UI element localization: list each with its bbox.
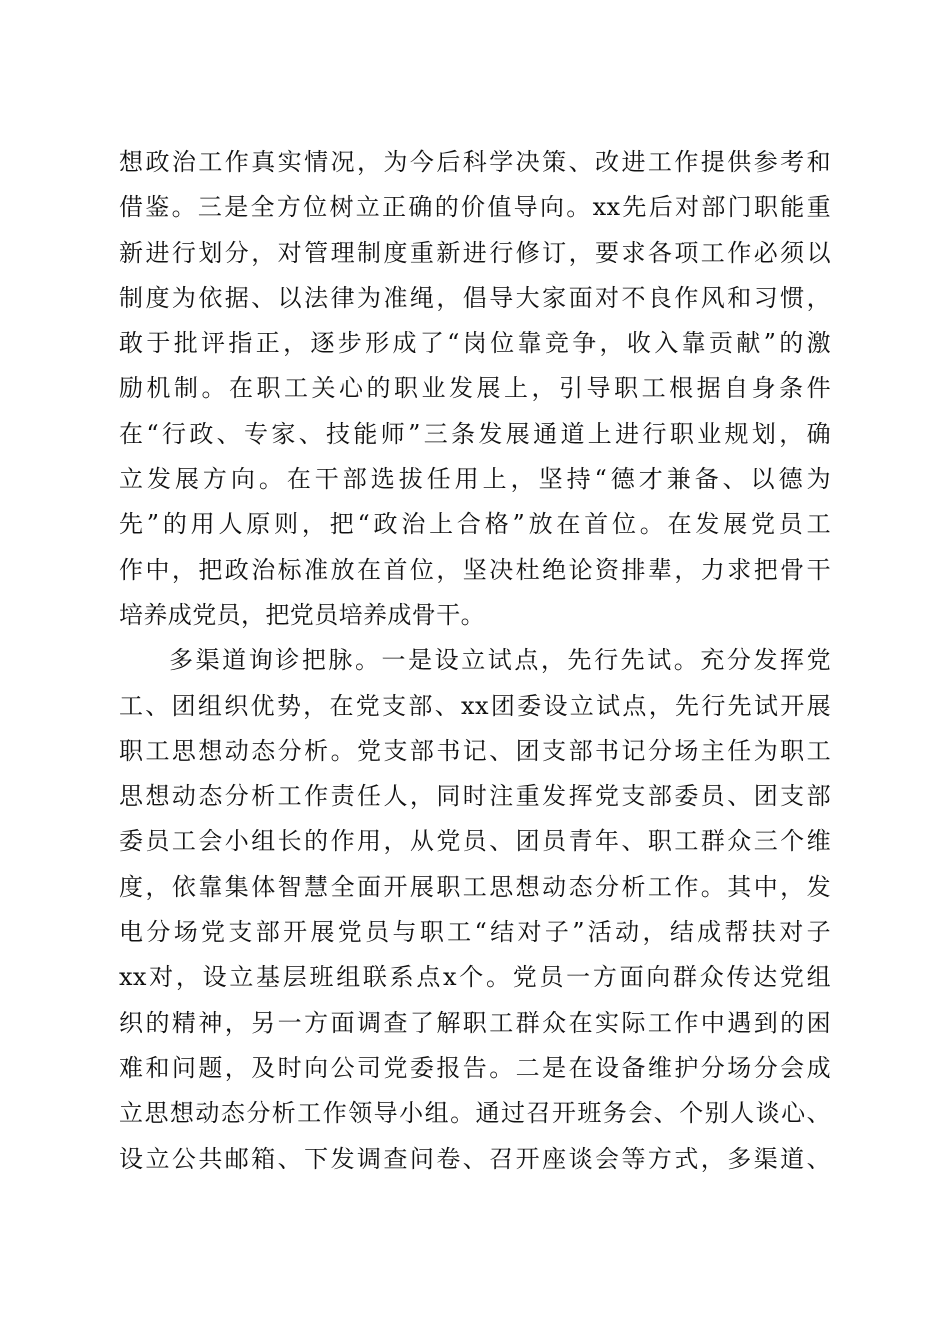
text-line: 电分场党支部开展党员与职工“结对子”活动，结成帮扶对子 bbox=[119, 918, 831, 947]
text-line: 在“行政、专家、技能师”三条发展通道上进行职业规划，确 bbox=[119, 419, 831, 448]
text-line: 敢于批评指正，逐步形成了“岗位靠竞争，收入靠贡献”的激 bbox=[119, 329, 831, 358]
text-line: 新进行划分，对管理制度重新进行修订，要求各项工作必须以 bbox=[119, 238, 831, 267]
text-line: 工、团组织优势，在党支部、xx团委设立试点，先行先试开展 bbox=[119, 691, 831, 720]
body-text bbox=[119, 140, 831, 1182]
text-line: 立思想动态分析工作领导小组。通过召开班务会、个别人谈心、 bbox=[119, 1099, 831, 1128]
text-line: 先”的用人原则，把“政治上合格”放在首位。在发展党员工 bbox=[119, 510, 831, 539]
text-line: 培养成党员，把党员培养成骨干。 bbox=[119, 600, 485, 629]
text-line: 借鉴。三是全方位树立正确的价值导向。xx先后对部门职能重 bbox=[119, 193, 831, 222]
text-line: 设立公共邮箱、下发调查问卷、召开座谈会等方式，多渠道、 bbox=[119, 1144, 831, 1173]
text-line: 度，依靠集体智慧全面开展职工思想动态分析工作。其中，发 bbox=[119, 872, 831, 901]
text-line: xx对，设立基层班组联系点x个。党员一方面向群众传达党组 bbox=[119, 963, 831, 992]
paragraph-first-line: 多渠道询诊把脉。一是设立试点，先行先试。充分发挥党 bbox=[169, 646, 831, 675]
text-line: 职工思想动态分析。党支部书记、团支部书记分场主任为职工 bbox=[119, 736, 831, 765]
text-line: 励机制。在职工关心的职业发展上，引导职工根据自身条件 bbox=[119, 374, 831, 403]
text-line: 难和问题，及时向公司党委报告。二是在设备维护分场分会成 bbox=[119, 1053, 831, 1082]
text-line: 想政治工作真实情况，为今后科学决策、改进工作提供参考和 bbox=[119, 148, 831, 176]
text-line: 委员工会小组长的作用，从党员、团员青年、职工群众三个维 bbox=[119, 827, 831, 856]
text-line: 作中，把政治标准放在首位，坚决杜绝论资排辈，力求把骨干 bbox=[119, 555, 831, 584]
text-line: 立发展方向。在干部选拔任用上，坚持“德才兼备、以德为 bbox=[119, 465, 831, 494]
text-line: 织的精神，另一方面调查了解职工群众在实际工作中遇到的困 bbox=[119, 1008, 831, 1037]
text-line: 思想动态分析工作责任人，同时注重发挥党支部委员、团支部 bbox=[119, 782, 831, 811]
text-line: 制度为依据、以法律为准绳，倡导大家面对不良作风和习惯， bbox=[119, 283, 831, 312]
